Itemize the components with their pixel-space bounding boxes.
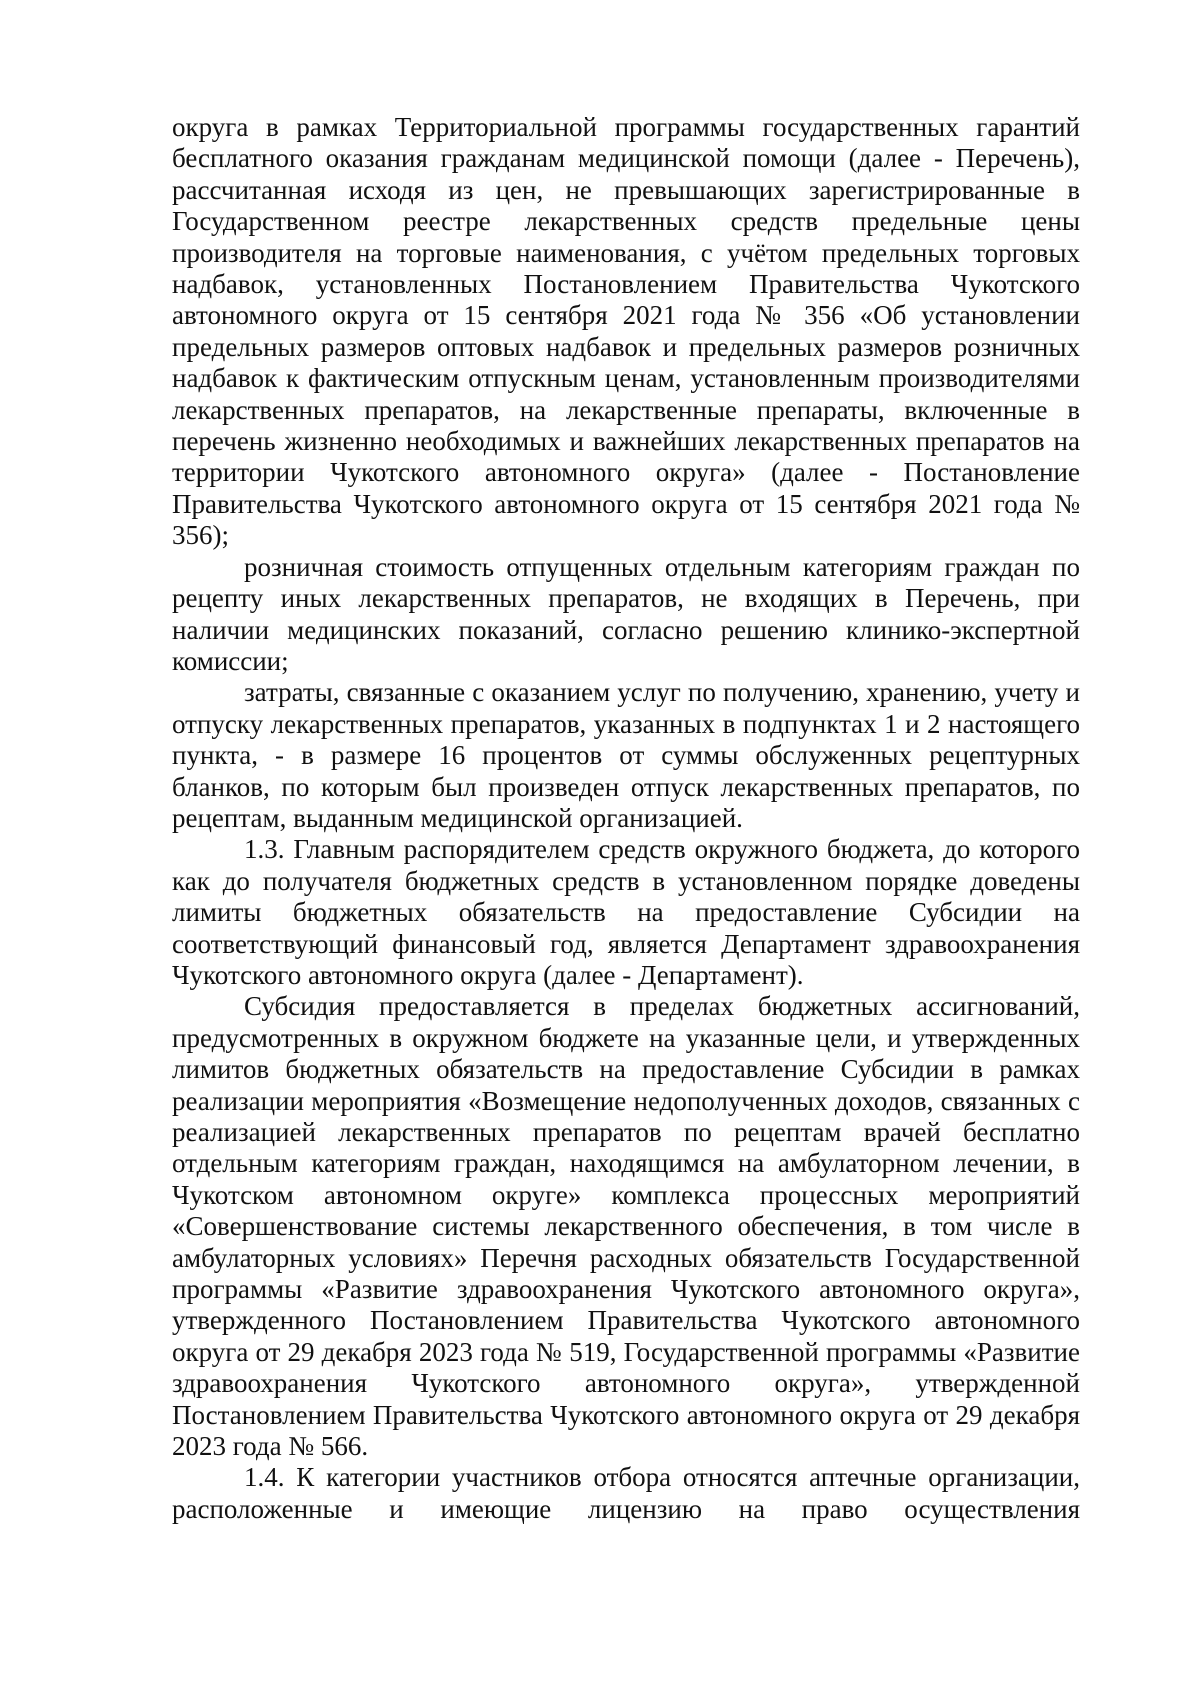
paragraph-1-3-chief-manager: 1.3. Главным распорядителем средств окружного бюджета, до которого как до получателя бюджетных средств в установленном порядке доведены лимиты бюджетных обязательств на предоставление Субсидии на соответствующий финансовый год, является Департамент здравоохранения Чукотского автономного округа (далее - Департамент).: [172, 834, 1080, 990]
paragraph-retail-cost: розничная стоимость отпущенных отдельным категориям граждан по рецепту иных лекарственных препаратов, не входящих в Перечень, при наличии медицинских показаний, согласно решению клинико-экспертной комиссии;: [172, 551, 1080, 676]
paragraph-subsidy-limits: Субсидия предоставляется в пределах бюджетных ассигнований, предусмотренных в окружном бюджете на указанные цели, и утвержденных лимитов бюджетных обязательств на предоставление Субсидии в рамках реализации мероприятия «Возмещение недополученных доходов, связанных с реализацией лекарственных препаратов по рецептам врачей бесплатно отдельным категориям граждан, находящимся на амбулаторном лечении, в Чукотском автономном округе» комплекса процессных мероприятий «Совершенствование системы лекарственного обеспечения, в том числе в амбулаторных условиях» Перечня расходных обязательств Государственной программы «Развитие здравоохранения Чукотского автономного округа», утвержденного Постановлением Правительства Чукотского автономного округа от 29 декабря 2023 года № 519, Государственной программы «Развитие здравоохранения Чукотского автономного округа», утвержденной Постановлением Правительства Чукотского автономного округа от 29 декабря 2023 года № 566.: [172, 991, 1080, 1462]
document-body: [172, 112, 1080, 1525]
paragraph-list-continuation: округа в рамках Территориальной программы государственных гарантий бесплатного оказания гражданам медицинской помощи (далее - Перечень), рассчитанная исходя из цен, не превышающих зарегистрированные в Государственном реестре лекарственных средств предельные цены производителя на торговые наименования, с учётом предельных торговых надбавок, установленных Постановлением Правительства Чукотского автономного округа от 15 сентября 2021 года № 356 «Об установлении предельных размеров оптовых надбавок и предельных размеров розничных надбавок к фактическим отпускным ценам, установленным производителями лекарственных препаратов, на лекарственные препараты, включенные в перечень жизненно необходимых и важнейших лекарственных препаратов на территории Чукотского автономного округа» (далее - Постановление Правительства Чукотского автономного округа от 15 сентября 2021 года № 356);: [172, 112, 1080, 551]
paragraph-1-4-participants: 1.4. К категории участников отбора относятся аптечные организации, расположенные и имеющие лицензию на право осуществления: [172, 1462, 1080, 1524]
paragraph-service-costs: затраты, связанные с оказанием услуг по получению, хранению, учету и отпуску лекарственных препаратов, указанных в подпунктах 1 и 2 настоящего пункта, - в размере 16 процентов от суммы обслуженных рецептурных бланков, по которым был произведен отпуск лекарственных препаратов, по рецептам, выданным медицинской организацией.: [172, 677, 1080, 833]
